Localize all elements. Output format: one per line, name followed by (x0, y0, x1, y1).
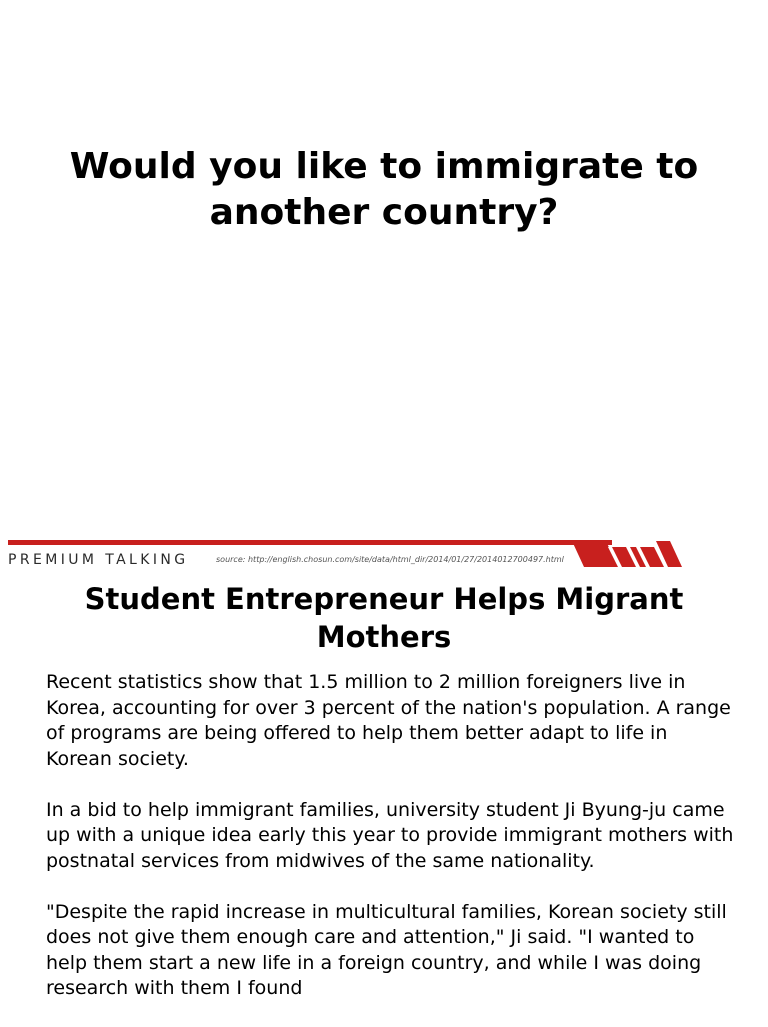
slide-title: Would you like to immigrate to another country? (69, 146, 699, 233)
banner-red-line (8, 540, 612, 545)
source-citation: source: http://english.chosun.com/site/data/html_dir/2014/01/27/2014012700497.html (216, 555, 564, 564)
article-paragraph: In a bid to help immigrant families, university student Ji Byung-ju came up with a unique idea early this year to provide immigrant mothers with postnatal services from midwives of the same nationality. (46, 798, 734, 872)
article-paragraph: Recent statistics show that 1.5 million to 2 million foreigners live in Korea, accounting for over 3 percent of the nation's population. A range of programs are being offered to help them better adapt to life in Korean society. (46, 671, 731, 770)
premium-talking-banner (0, 538, 768, 572)
article-body (46, 670, 736, 1027)
article-paragraph: "Despite the rapid increase in multicultural families, Korean society still does not give them enough care and attention," Ji said. "I wanted to help them start a new life in a foreign country, and while I was doing research with them I found (46, 900, 727, 999)
brand-wordmark: PREMIUM TALKING (8, 552, 189, 568)
banner-stripes-logo (572, 541, 684, 567)
article-title: Student Entrepreneur Helps Migrant Mothers (84, 582, 684, 654)
